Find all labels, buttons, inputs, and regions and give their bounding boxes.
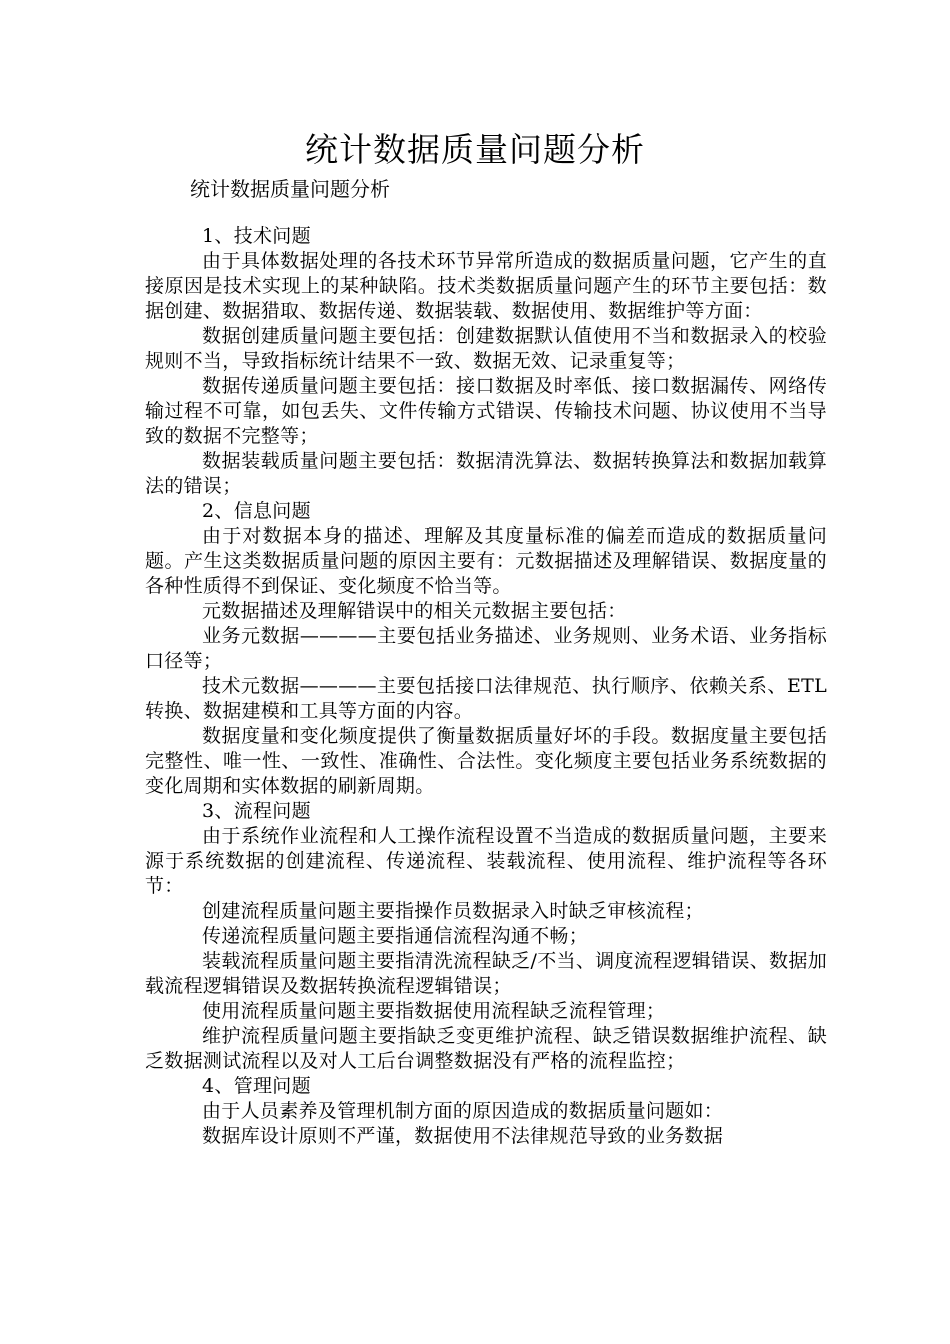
paragraph: 技术元数据————主要包括接口法律规范、执行顺序、依赖关系、ETL转换、数据建模和工具等方面的内容。: [145, 675, 827, 722]
paragraph: 数据装载质量问题主要包括：数据清洗算法、数据转换算法和数据加载算法的错误；: [145, 450, 827, 497]
paragraph: 业务元数据————主要包括业务描述、业务规则、业务术语、业务指标口径等；: [145, 625, 827, 672]
paragraph: 数据库设计原则不严谨，数据使用不法律规范导致的业务数据: [202, 1125, 724, 1147]
paragraph: 传递流程质量问题主要指通信流程沟通不畅；: [202, 925, 589, 947]
paragraph: 数据度量和变化频度提供了衡量数据质量好坏的手段。数据度量主要包括完整性、唯一性、一致性、准确性、合法性。变化频度主要包括业务系统数据的变化周期和实体数据的刷新周期。: [145, 725, 827, 797]
paragraph: 数据传递质量问题主要包括：接口数据及时率低、接口数据漏传、网络传输过程不可靠，如包丢失、文件传输方式错误、传输技术问题、协议使用不当导致的数据不完整等；: [145, 375, 827, 447]
document-body: [145, 224, 827, 1149]
paragraph: 由于具体数据处理的各技术环节异常所造成的数据质量问题，它产生的直接原因是技术实现上的某种缺陷。技术类数据质量问题产生的环节主要包括：数据创建、数据猎取、数据传递、数据装载、数据使用、数据维护等方面：: [145, 250, 827, 322]
section-heading-management: 4、管理问题: [202, 1075, 311, 1097]
paragraph: 装载流程质量问题主要指清洗流程缺乏/不当、调度流程逻辑错误、数据加载流程逻辑错误及数据转换流程逻辑错误；: [145, 950, 827, 997]
paragraph: 使用流程质量问题主要指数据使用流程缺乏流程管理；: [202, 1000, 666, 1022]
paragraph: 由于系统作业流程和人工操作流程设置不当造成的数据质量问题，主要来源于系统数据的创建流程、传递流程、装载流程、使用流程、维护流程等各环节：: [145, 825, 827, 897]
section-heading-process: 3、流程问题: [202, 800, 311, 822]
section-heading-information: 2、信息问题: [202, 500, 311, 522]
document-title: 统计数据质量问题分析: [305, 130, 645, 169]
document-subtitle: 统计数据质量问题分析: [190, 177, 390, 201]
paragraph: 维护流程质量问题主要指缺乏变更维护流程、缺乏错误数据维护流程、缺乏数据测试流程以及对人工后台调整数据没有严格的流程监控；: [145, 1025, 827, 1072]
paragraph: 数据创建质量问题主要包括：创建数据默认值使用不当和数据录入的校验规则不当，导致指标统计结果不一致、数据无效、记录重复等；: [145, 325, 827, 372]
section-heading-technical: 1、技术问题: [202, 225, 311, 247]
paragraph: 由于对数据本身的描述、理解及其度量标准的偏差而造成的数据质量问题。产生这类数据质量问题的原因主要有：元数据描述及理解错误、数据度量的各种性质得不到保证、变化频度不恰当等。: [145, 525, 827, 597]
paragraph: 创建流程质量问题主要指操作员数据录入时缺乏审核流程；: [202, 900, 704, 922]
paragraph: 由于人员素养及管理机制方面的原因造成的数据质量问题如：: [202, 1100, 724, 1122]
paragraph: 元数据描述及理解错误中的相关元数据主要包括：: [202, 600, 627, 622]
